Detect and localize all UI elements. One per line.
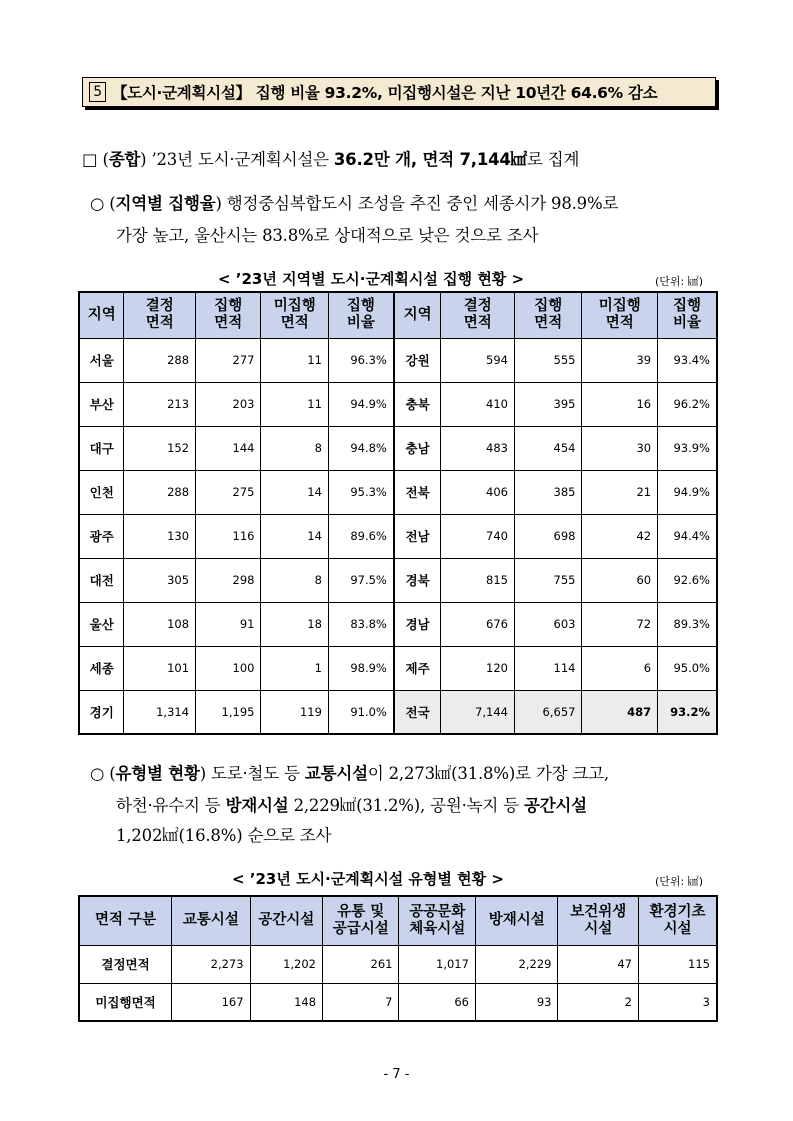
table-cell: 60 (582, 558, 658, 602)
table-cell: 96.2% (658, 382, 717, 426)
table2-header-cell: 보건위생 시설 (558, 896, 639, 945)
table-cell: 93 (475, 983, 558, 1021)
table-cell: 7,144 (441, 690, 515, 734)
region-name-cell: 전국 (394, 690, 441, 734)
table1-header-cell: 결정 면적 (124, 292, 196, 338)
region-name-cell: 서울 (79, 338, 124, 382)
table-cell: 2 (558, 983, 639, 1021)
table-cell: 93.9% (658, 426, 717, 470)
table-cell: 114 (515, 646, 582, 690)
table-cell: 676 (441, 602, 515, 646)
table-cell: 487 (582, 690, 658, 734)
table-cell: 66 (399, 983, 475, 1021)
table-cell: 1,195 (196, 690, 261, 734)
table1-header-cell: 지역 (79, 292, 124, 338)
summary-paragraph: □ (종합) ’23년 도시·군계획시설은 36.2만 개, 면적 7,144㎢로 집계 (82, 150, 580, 169)
table-cell: 83.8% (328, 602, 393, 646)
table-cell: 95.3% (328, 470, 393, 514)
table-cell: 1,314 (124, 690, 196, 734)
table-cell: 7 (323, 983, 399, 1021)
region-name-cell: 충남 (394, 426, 441, 470)
table-cell: 3 (638, 983, 717, 1021)
region-name-cell: 충북 (394, 382, 441, 426)
table-cell: 30 (582, 426, 658, 470)
table-row (79, 945, 717, 983)
table-cell: 130 (124, 514, 196, 558)
table-cell: 698 (515, 514, 582, 558)
table-cell: 395 (515, 382, 582, 426)
region-name-cell: 제주 (394, 646, 441, 690)
table-cell: 277 (196, 338, 261, 382)
table-cell: 100 (196, 646, 261, 690)
table-cell: 98.9% (328, 646, 393, 690)
table-cell: 203 (196, 382, 261, 426)
table-cell: 94.9% (328, 382, 393, 426)
table-cell: 288 (124, 470, 196, 514)
table-cell: 1 (261, 646, 328, 690)
table-cell: 261 (323, 945, 399, 983)
table2-header-cell: 방재시설 (475, 896, 558, 945)
row-label-cell: 미집행면적 (79, 983, 172, 1021)
table1-header-cell: 미집행 면적 (582, 292, 658, 338)
region-name-cell: 세종 (79, 646, 124, 690)
table1-unit: (단위: ㎢) (655, 275, 704, 288)
table-cell: 2,273 (172, 945, 250, 983)
table-cell: 39 (582, 338, 658, 382)
table-row (79, 338, 717, 382)
table-cell: 119 (261, 690, 328, 734)
regional-paragraph-line1: ○ (지역별 집행율) 행정중심복합도시 조성을 추진 중인 세종시가 98.9%로 (90, 194, 619, 213)
regional-paragraph-line2: 가장 높고, 울산시는 83.8%로 상대적으로 낮은 것으로 조사 (116, 226, 539, 245)
table-cell: 18 (261, 602, 328, 646)
table-row (79, 426, 717, 470)
table1-header-cell: 집행 비율 (328, 292, 393, 338)
table-cell: 116 (196, 514, 261, 558)
table-cell: 275 (196, 470, 261, 514)
table-cell: 93.4% (658, 338, 717, 382)
table2-header-cell: 교통시설 (172, 896, 250, 945)
table1-caption: < ’23년 지역별 도시·군계획시설 집행 현황 > (218, 270, 525, 288)
region-name-cell: 경북 (394, 558, 441, 602)
table-cell: 6,657 (515, 690, 582, 734)
table-cell: 14 (261, 514, 328, 558)
table-cell: 89.6% (328, 514, 393, 558)
table-cell: 555 (515, 338, 582, 382)
summary-label: 종합 (108, 150, 141, 169)
type-paragraph-line2: 하천·유수지 등 방재시설 2,229㎢(31.2%), 공원·녹지 등 공간시설 (116, 796, 587, 815)
region-name-cell: 경남 (394, 602, 441, 646)
circle-bullet: ○ (90, 194, 105, 213)
region-name-cell: 전남 (394, 514, 441, 558)
section-number: 5 (89, 82, 106, 102)
table1-header-cell: 결정 면적 (441, 292, 515, 338)
table-cell: 11 (261, 338, 328, 382)
table2-header-row (79, 896, 717, 945)
table-cell: 91.0% (328, 690, 393, 734)
table-cell: 148 (250, 983, 322, 1021)
table-cell: 8 (261, 558, 328, 602)
region-name-cell: 경기 (79, 690, 124, 734)
table-cell: 89.3% (658, 602, 717, 646)
table-cell: 94.9% (658, 470, 717, 514)
table-cell: 11 (261, 382, 328, 426)
table-row (79, 558, 717, 602)
table-cell: 288 (124, 338, 196, 382)
table1-header-cell: 집행 비율 (658, 292, 717, 338)
table-cell: 101 (124, 646, 196, 690)
region-name-cell: 대구 (79, 426, 124, 470)
region-name-cell: 인천 (79, 470, 124, 514)
table2-caption: < ’23년 도시·군계획시설 유형별 현황 > (232, 870, 504, 888)
region-name-cell: 부산 (79, 382, 124, 426)
table-cell: 120 (441, 646, 515, 690)
table-cell: 152 (124, 426, 196, 470)
table-cell: 91 (196, 602, 261, 646)
page-number: - 7 - (383, 1067, 410, 1082)
type-paragraph-line1: ○ (유형별 현황) 도로·철도 등 교통시설이 2,273㎢(31.8%)로 가장 크고, (90, 764, 609, 783)
table-cell: 594 (441, 338, 515, 382)
table-row (79, 602, 717, 646)
circle-bullet: ○ (90, 764, 105, 783)
table-cell: 213 (124, 382, 196, 426)
table-cell: 97.5% (328, 558, 393, 602)
table2-header-cell: 환경기초 시설 (638, 896, 717, 945)
table-cell: 72 (582, 602, 658, 646)
table-row (79, 514, 717, 558)
table2-header-cell: 면적 구분 (79, 896, 172, 945)
table-cell: 47 (558, 945, 639, 983)
table2-header-cell: 유통 및 공급시설 (323, 896, 399, 945)
table-cell: 108 (124, 602, 196, 646)
region-name-cell: 강원 (394, 338, 441, 382)
table-cell: 14 (261, 470, 328, 514)
region-name-cell: 대전 (79, 558, 124, 602)
square-bullet: □ (82, 150, 98, 169)
table-cell: 42 (582, 514, 658, 558)
table-cell: 144 (196, 426, 261, 470)
table-cell: 815 (441, 558, 515, 602)
table-cell: 94.8% (328, 426, 393, 470)
table-cell: 95.0% (658, 646, 717, 690)
table-cell: 454 (515, 426, 582, 470)
table-cell: 385 (515, 470, 582, 514)
type-label: 유형별 현황 (115, 764, 200, 783)
table2-header-cell: 공공문화 체육시설 (399, 896, 475, 945)
region-name-cell: 광주 (79, 514, 124, 558)
table-cell: 115 (638, 945, 717, 983)
regional-label: 지역별 집행율 (115, 194, 216, 213)
regional-table (78, 291, 718, 735)
table-cell: 483 (441, 426, 515, 470)
row-label-cell: 결정면적 (79, 945, 172, 983)
region-name-cell: 전북 (394, 470, 441, 514)
table-cell: 16 (582, 382, 658, 426)
table1-header-cell: 미집행 면적 (261, 292, 328, 338)
table-cell: 410 (441, 382, 515, 426)
table-cell: 92.6% (658, 558, 717, 602)
table-row (79, 646, 717, 690)
table1-header-cell: 집행 면적 (515, 292, 582, 338)
table-row (79, 382, 717, 426)
table-cell: 603 (515, 602, 582, 646)
table1-header-row (79, 292, 717, 338)
table-cell: 167 (172, 983, 250, 1021)
table-cell: 6 (582, 646, 658, 690)
table1-header-cell: 지역 (394, 292, 441, 338)
summary-highlight: 36.2만 개, 면적 7,144㎢ (333, 150, 527, 169)
table-cell: 1,202 (250, 945, 322, 983)
table-cell: 1,017 (399, 945, 475, 983)
table2-header-cell: 공간시설 (250, 896, 322, 945)
table-row (79, 983, 717, 1021)
table-cell: 94.4% (658, 514, 717, 558)
facility-type-table (78, 895, 718, 1022)
section-header (82, 77, 716, 107)
table-cell: 740 (441, 514, 515, 558)
table1-header-cell: 집행 면적 (196, 292, 261, 338)
region-name-cell: 울산 (79, 602, 124, 646)
table-cell: 21 (582, 470, 658, 514)
table-cell: 93.2% (658, 690, 717, 734)
table-cell: 305 (124, 558, 196, 602)
table-row (79, 690, 717, 734)
table-cell: 96.3% (328, 338, 393, 382)
table2-unit: (단위: ㎢) (655, 875, 704, 888)
type-paragraph-line3: 1,202㎢(16.8%) 순으로 조사 (116, 826, 332, 845)
table-cell: 298 (196, 558, 261, 602)
table-cell: 8 (261, 426, 328, 470)
table-cell: 755 (515, 558, 582, 602)
section-title: 【도시·군계획시설】 집행 비율 93.2%, 미집행시설은 지난 10년간 64.6% 감소 (112, 84, 658, 102)
table-row (79, 470, 717, 514)
table-cell: 2,229 (475, 945, 558, 983)
table-cell: 406 (441, 470, 515, 514)
